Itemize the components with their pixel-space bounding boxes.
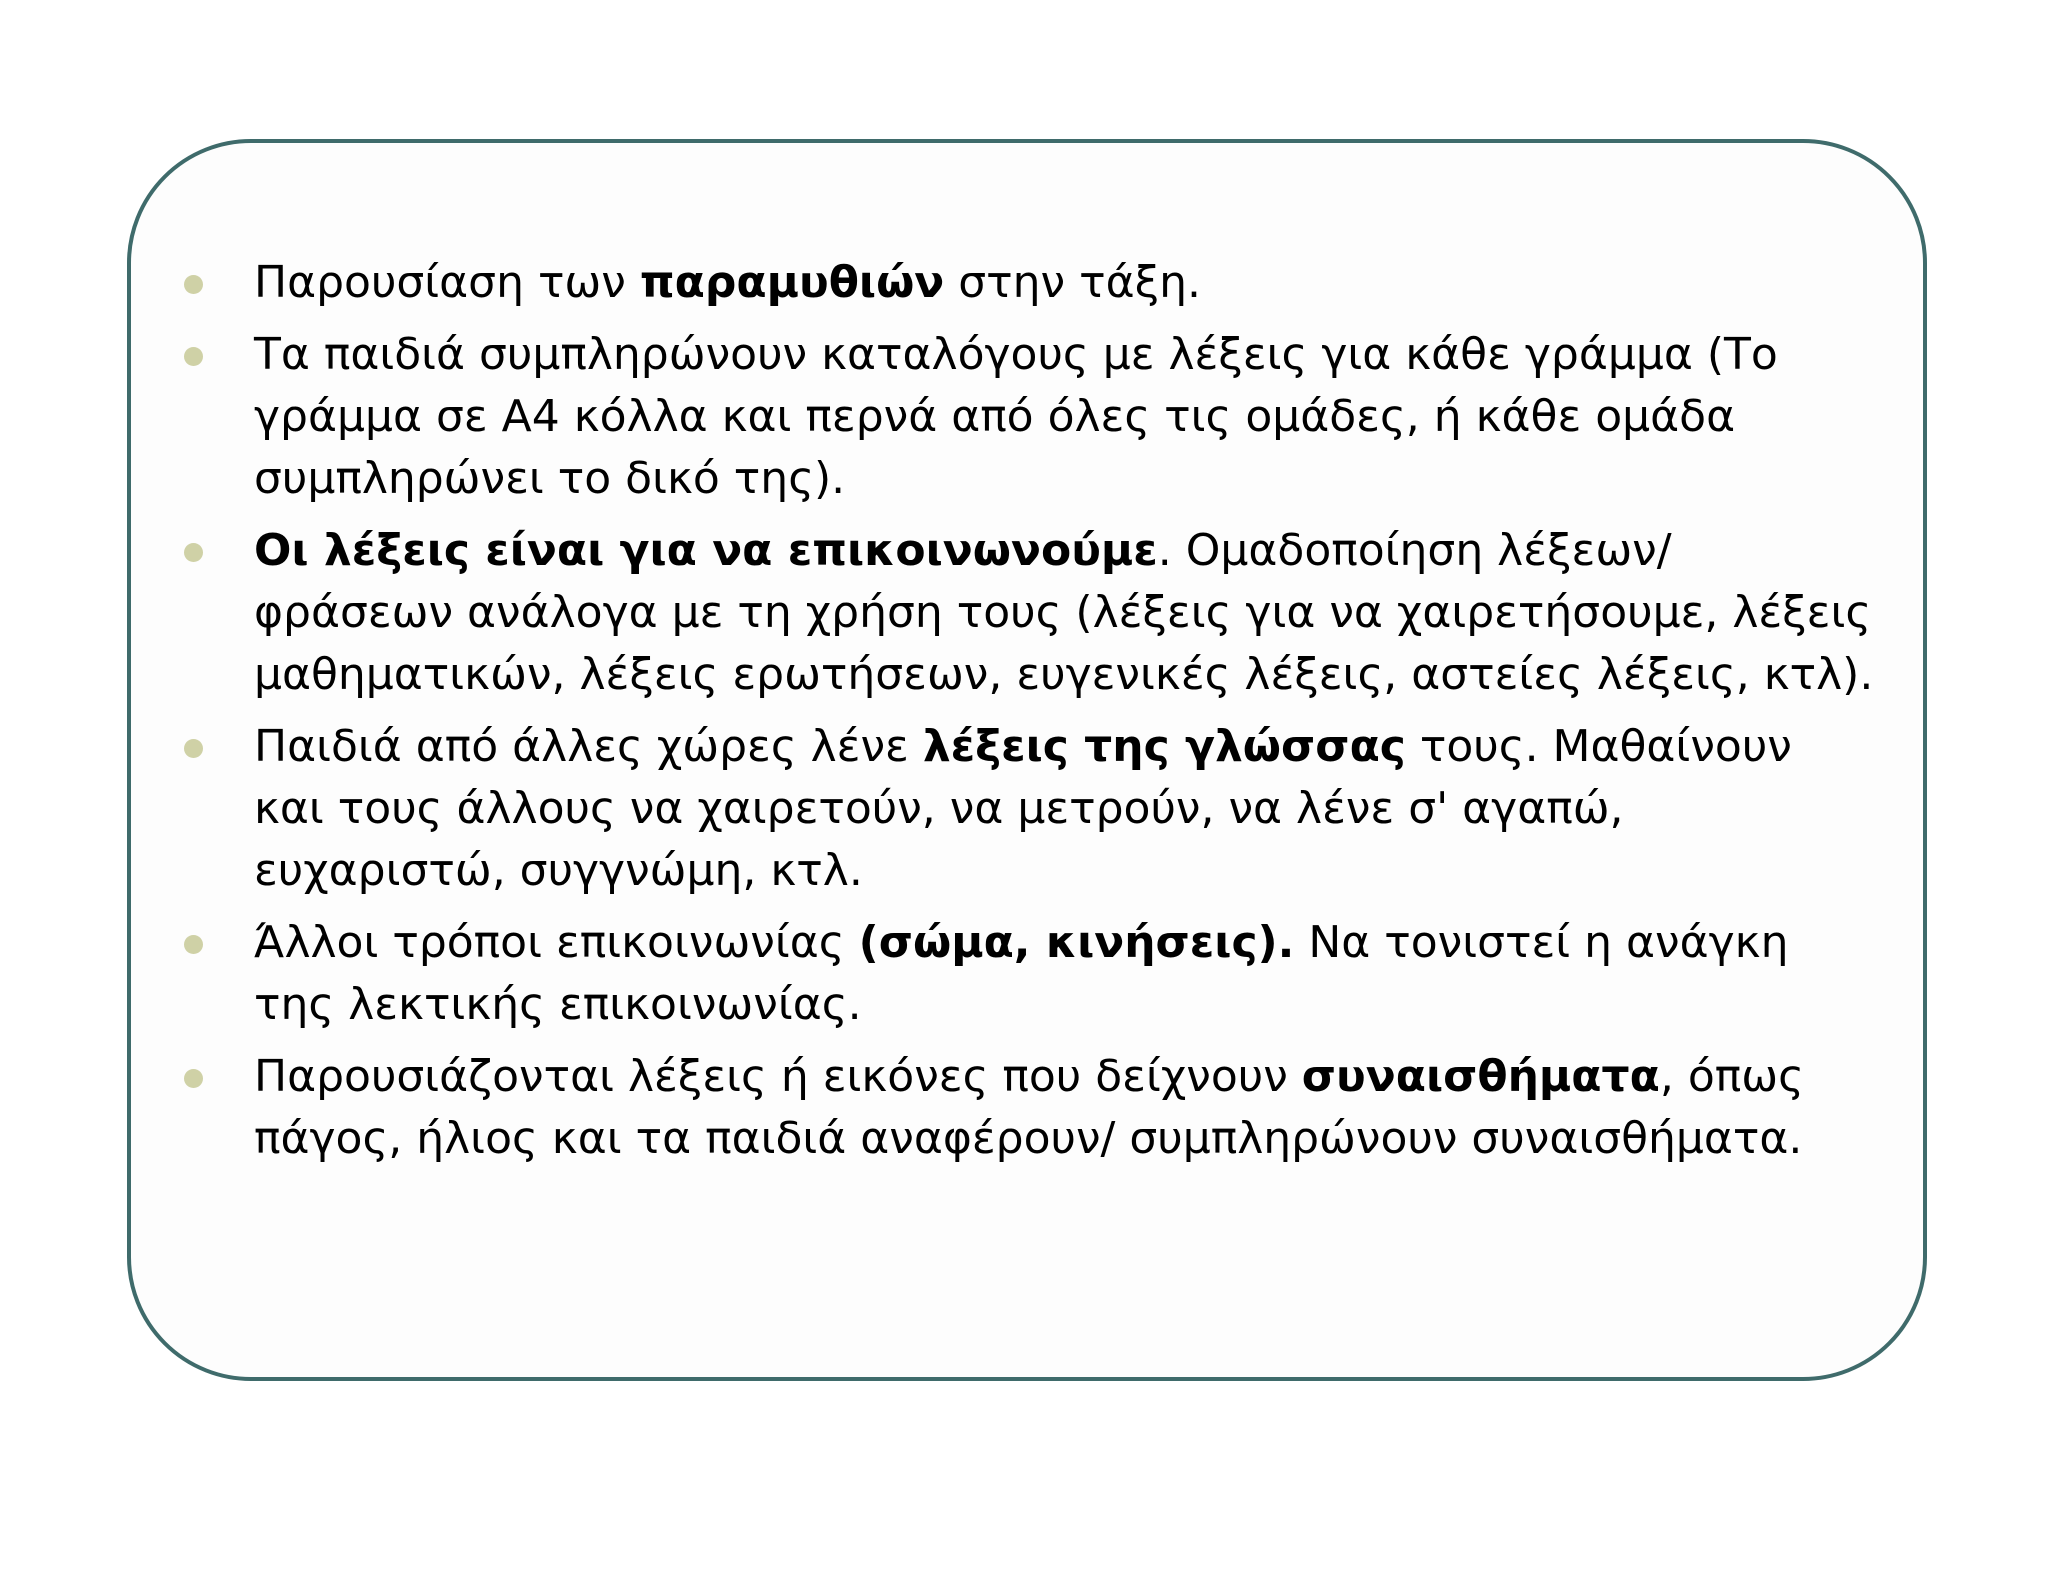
- text-part: Παρουσιάζονται λέξεις ή εικόνες που δείχνουν: [254, 1051, 1302, 1102]
- text-part: Παιδιά από άλλες χώρες λένε: [254, 721, 923, 772]
- emphasis-text: λέξεις της γλώσσας: [922, 721, 1406, 772]
- emphasis-text: (σώμα, κινήσεις).: [858, 917, 1295, 968]
- bullet-item: [254, 912, 1874, 1036]
- bullet-dot-icon: [184, 739, 203, 758]
- text-part: στην τάξη.: [944, 257, 1201, 308]
- bullet-dot-icon: [184, 935, 203, 954]
- text-part: Άλλοι τρόποι επικοινωνίας: [254, 917, 859, 968]
- bullet-item: [254, 324, 1874, 510]
- bullet-dot-icon: [184, 275, 203, 294]
- bullet-list: [254, 252, 1874, 1180]
- emphasis-text: συναισθήματα: [1301, 1051, 1660, 1102]
- bullet-dot-icon: [184, 1069, 203, 1088]
- bullet-item: [254, 520, 1874, 706]
- bullet-item: [254, 1046, 1874, 1170]
- bullet-dot-icon: [184, 543, 203, 562]
- text-part: Τα παιδιά συμπληρώνουν καταλόγους με λέξεις για κάθε γράμμα (Το γράμμα σε Α4 κόλλα και περνά από όλες τις ομάδες, ή κάθε ομάδα συμπληρώνει το δικό της).: [254, 329, 1778, 504]
- emphasis-text: παραμυθιών: [639, 257, 945, 308]
- bullet-item: [254, 252, 1874, 314]
- emphasis-text: Οι λέξεις είναι για να επικοινωνούμε: [254, 525, 1158, 576]
- bullet-dot-icon: [184, 347, 203, 366]
- text-part: . Ομαδοποίηση λέξεων/ φράσεων ανάλογα με τη χρήση τους (λέξεις για να χαιρετήσουμε, λέξεις μαθηματικών, λέξεις ερωτήσεων, ευγενικές λέξεις, αστείες λέξεις, κτλ).: [254, 525, 1874, 700]
- bullet-item: [254, 716, 1874, 902]
- text-part: , όπως πάγος, ήλιος και τα παιδιά αναφέρουν/ συμπληρώνουν συναισθήματα.: [254, 1051, 1804, 1164]
- text-part: Να τονιστεί η ανάγκη της λεκτικής επικοινωνίας.: [254, 917, 1789, 1030]
- text-part: Παρουσίαση των: [254, 257, 640, 308]
- text-part: τους. Μαθαίνουν και τους άλλους να χαιρετούν, να μετρούν, να λένε σ' αγαπώ, ευχαριστώ, συγγνώμη, κτλ.: [254, 721, 1792, 896]
